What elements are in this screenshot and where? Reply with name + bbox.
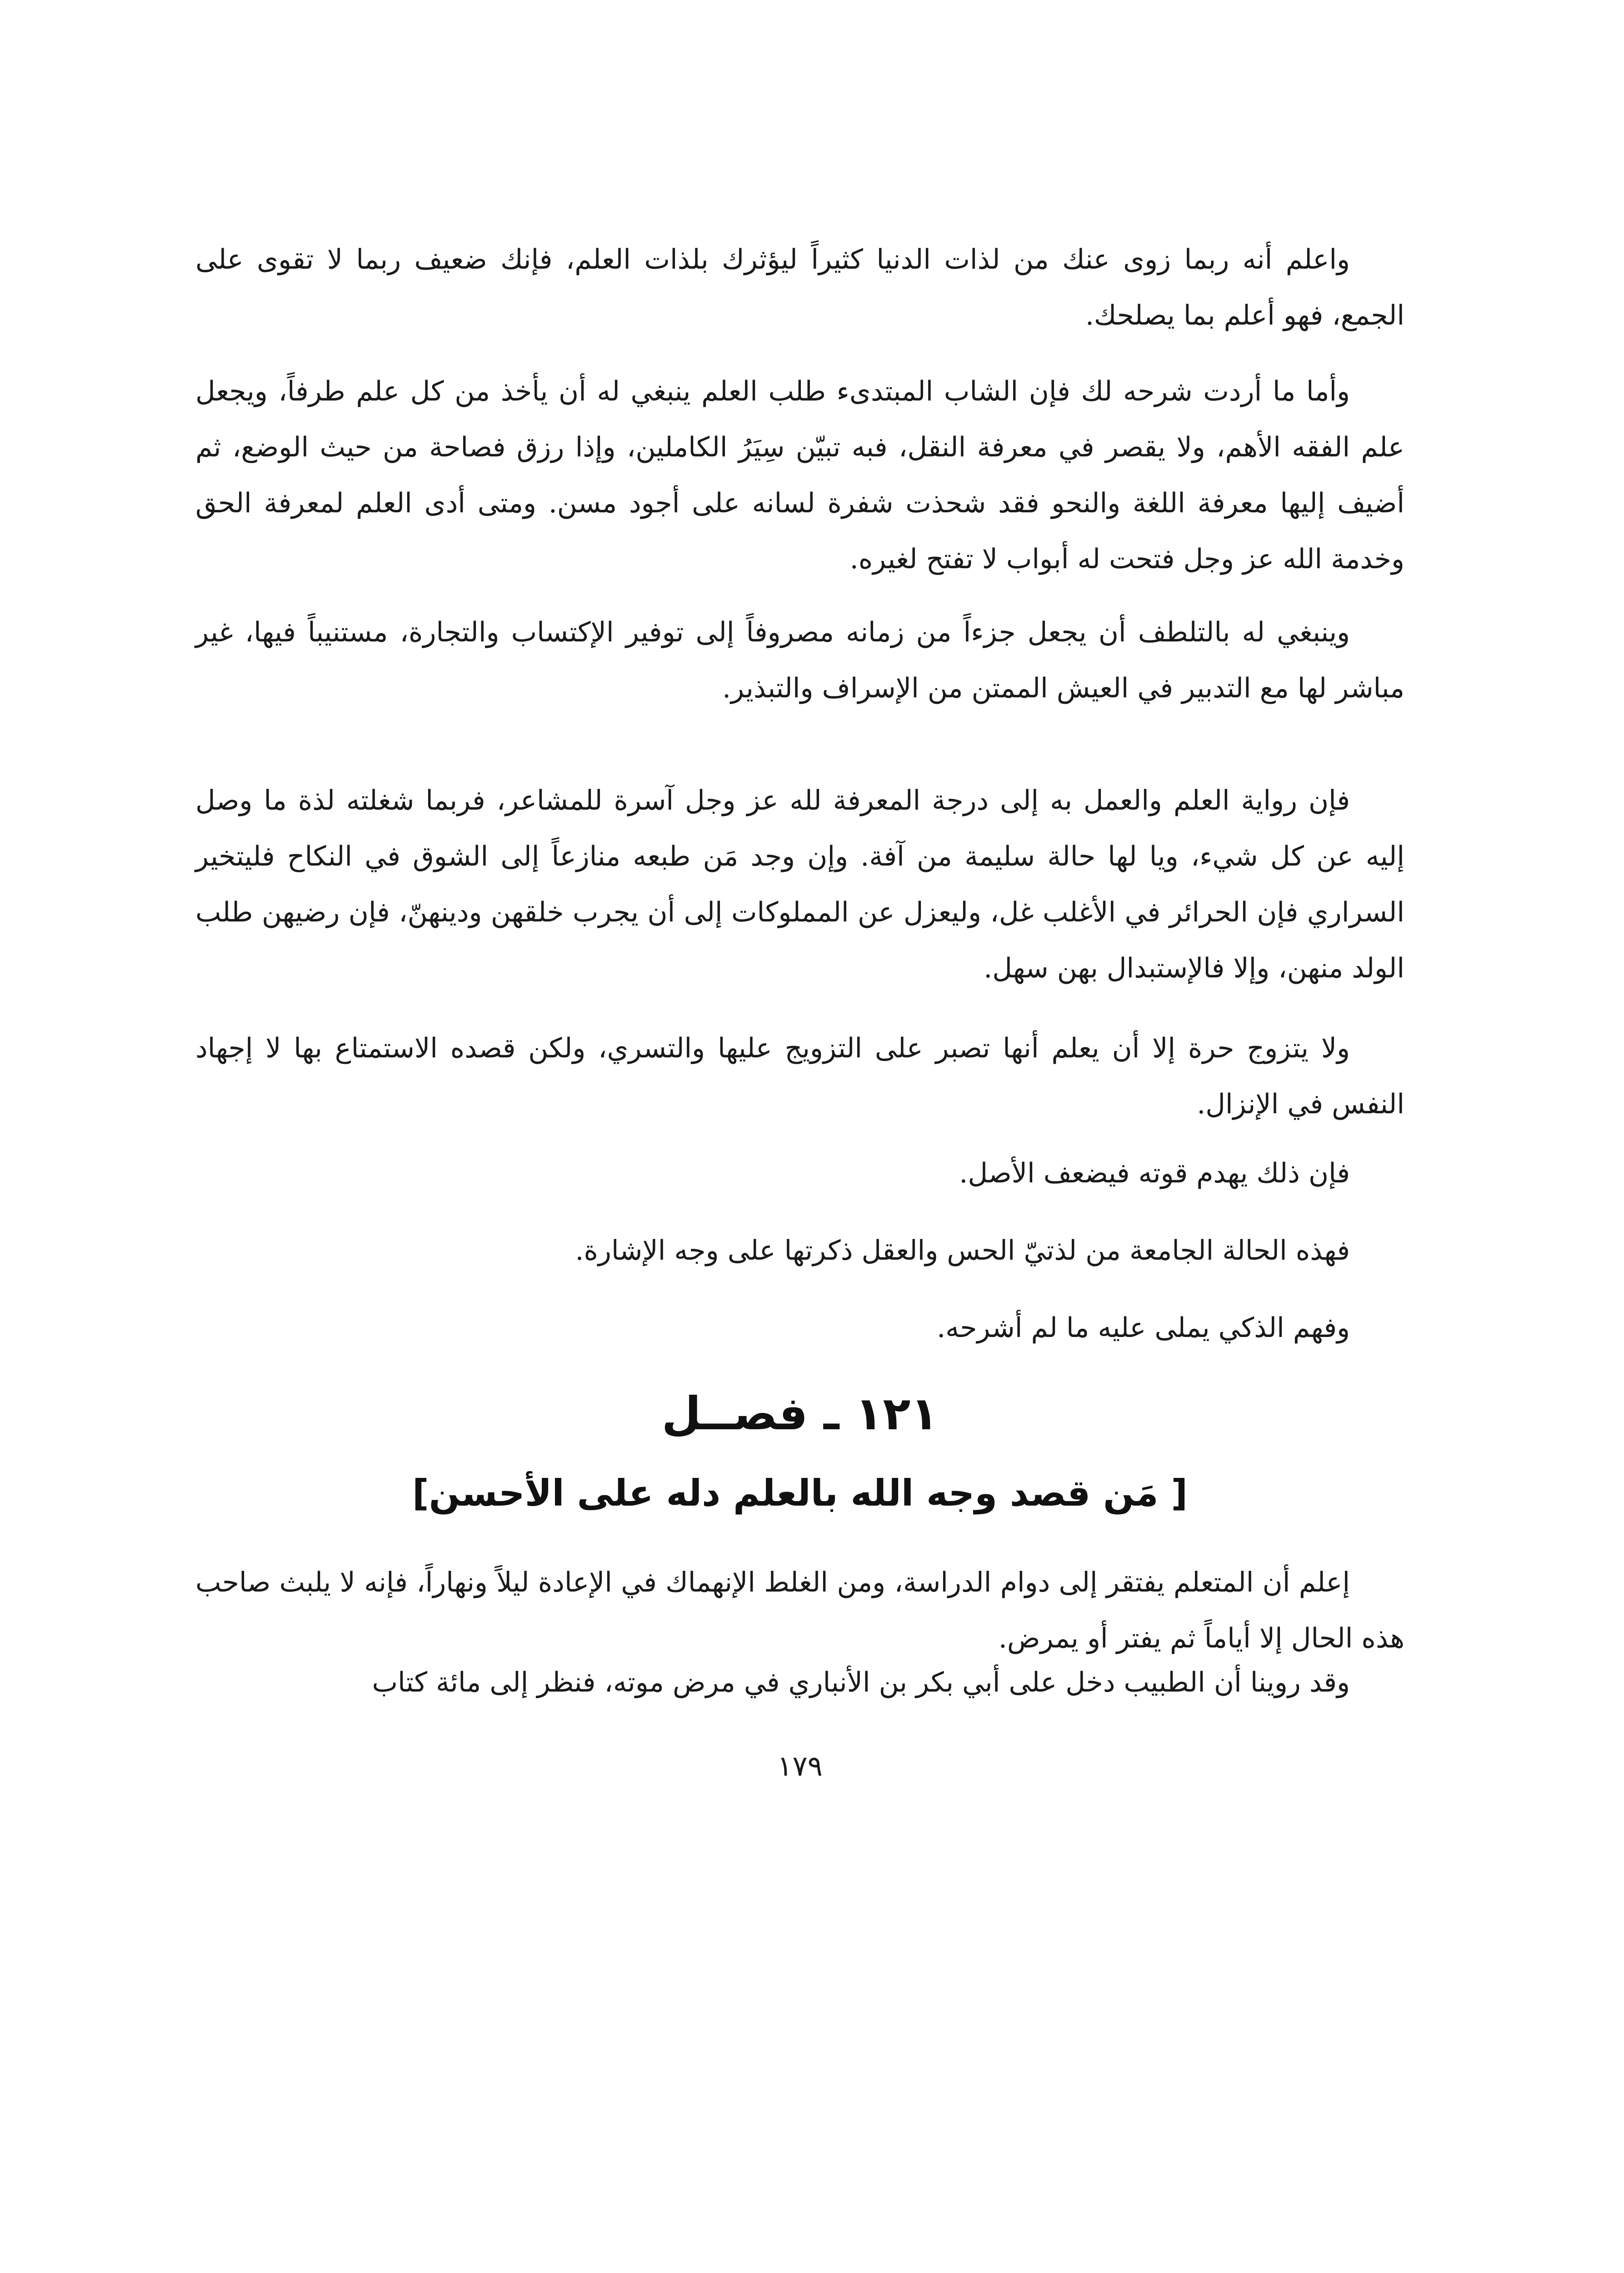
paragraph-2: وأما ما أردت شرحه لك فإن الشاب المبتدىء طلب العلم ينبغي له أن يأخذ من كل علم طرفاً، ويجعل علم الفقه الأهم، ولا يقصر في معرفة النقل، فبه تبيّن سِيَرُ الكاملين، وإذا رزق فصاحة من حيث الوضع، ثم أضيف إليها معرفة اللغة والنحو فقد شحذت شفرة لسانه على أجود مسن. ومتى أدى العلم لمعرفة الحق وخدمة الله عز وجل فتحت له أبواب لا تفتح لغيره. — [195, 375, 1404, 575]
section-number: ١٢١ ـ فصــل — [661, 1387, 939, 1440]
section-title: [ مَن قصد وجه الله بالعلم دله على الأحسن] — [412, 1472, 1188, 1514]
paragraph-8: وفهم الذكي يملى عليه ما لم أشرحه. — [937, 1312, 1350, 1344]
paragraph-5: ولا يتزوج حرة إلا أن يعلم أنها تصبر على التزويج عليها والتسري، ولكن قصده الاستمتاع بها لا إجهاد النفس في الإنزال. — [195, 1032, 1404, 1120]
paragraph-3: وينبغي له بالتلطف أن يجعل جزءاً من زمانه مصروفاً إلى توفير الإكتساب والتجارة، مستنيباً فيها، غير مباشر لها مع التدبير في العيش الممتن من الإسراف والتبذير. — [195, 616, 1404, 704]
page-number: ١٧٩ — [777, 1749, 823, 1782]
section-paragraph-1: إعلم أن المتعلم يفتقر إلى دوام الدراسة، ومن الغلط الإنهماك في الإعادة ليلاً ونهاراً، فإنه لا يلبث صاحب هذه الحال إلا أياماً ثم يفتر أو يمرض. — [195, 1567, 1404, 1654]
section-paragraph-2: وقد روينا أن الطبيب دخل على أبي بكر بن الأنباري في مرض موته، فنظر إلى مائة كتاب — [372, 1667, 1350, 1698]
paragraph-1: واعلم أنه ربما زوى عنك من لذات الدنيا كثيراً ليؤثرك بلذات العلم، فإنك ضعيف ربما لا تقوى على الجمع، فهو أعلم بما يصلحك. — [195, 244, 1404, 331]
paragraph-6: فإن ذلك يهدم قوته فيضعف الأصل. — [959, 1157, 1350, 1189]
paragraph-7: فهذه الحالة الجامعة من لذتيّ الحس والعقل ذكرتها على وجه الإشارة. — [575, 1235, 1350, 1267]
paragraph-4: فإن رواية العلم والعمل به إلى درجة المعرفة لله عز وجل آسرة للمشاعر، فربما شغلته لذة ما وصل إليه عن كل شيء، ويا لها حالة سليمة من آفة. وإن وجد مَن طبعه منازعاً إلى الشوق في النكاح فليتخير السراري فإن الحرائر في الأغلب غل، وليعزل عن المملوكات إلى أن يجرب خلقهن ودينهنّ، فإن رضيهن طلب الولد منهن، وإلا فالإستبدال بهن سهل. — [195, 785, 1404, 984]
